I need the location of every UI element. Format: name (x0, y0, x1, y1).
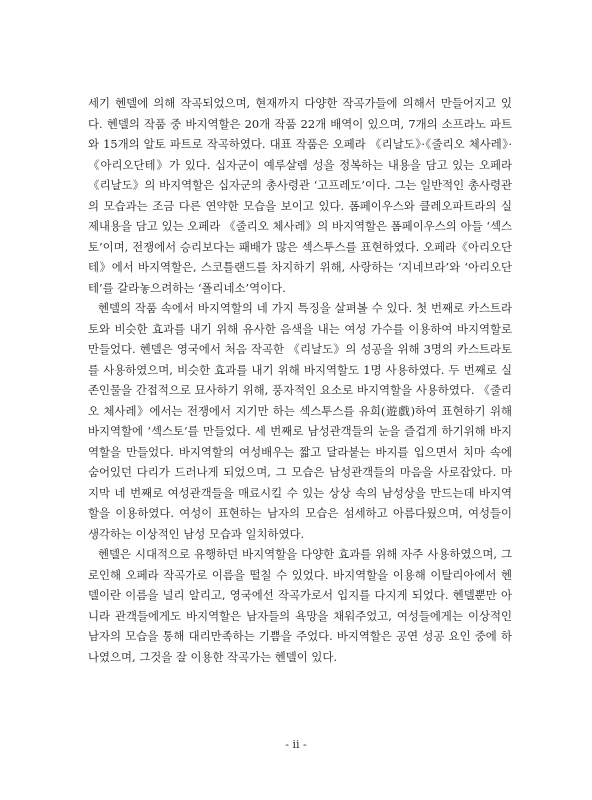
page-number: - ii - (285, 738, 307, 751)
body-paragraph-2: 헨델의 작품 속에서 바지역할의 네 가지 특징을 살펴볼 수 있다. 첫 번째로 카스트라토와 비슷한 효과를 내기 위해 유사한 음색을 내는 여성 가수를 이용하여 바지역할로 만들었다. 헨델은 영국에서 처음 작곡한 《리날도》의 성공을 위해 3명의 카스트라토를 사용하였으며, 비슷한 효과를 내기 위해 바지역할도 1명 사용하였다. 두 번째로 실존인물을 간접적으로 묘사하기 위해, 풍자적인 요소로 바지역할을 사용하였다. 《줄리오 체사레》에서는 전쟁에서 지기만 하는 섹스투스를 유희(遊戲)하여 표현하기 위해 바지역할에 ‘섹스토’를 만들었다. 세 번째로 남성관객들의 눈을 즐겁게 하기위해 바지역할을 만들었다. 바지역할의 여성배우는 짧고 달라붙는 바지를 입으면서 치마 속에 숨어있던 다리가 드러나게 되었으며, 그 모습은 남성관객들의 마음을 사로잡았다. 마지막 네 번째로 여성관객들을 매료시킬 수 있는 상상 속의 남성상을 만드는데 바지역할을 이용하였다. 여성이 표현하는 남자의 모습은 섬세하고 아름다웠으며, 여성들이 생각하는 이상적인 남성 모습과 일치하였다. (88, 301, 512, 541)
body-paragraph-3: 헨델은 시대적으로 유행하던 바지역할을 다양한 효과를 위해 자주 사용하였으며, 그로인해 오페라 작곡가로 이름을 떨칠 수 있었다. 바지역할을 이용해 이탈리아에서 헨델이란 이름을 널리 알리고, 영국에선 작곡가로서 입지를 다지게 되었다. 헨델뿐만 아니라 관객들에게도 바지역할은 남자들의 욕망을 채워주었고, 여성들에게는 이상적인 남자의 모습을 통해 대리만족하는 기쁨을 주었다. 바지역할은 공연 성공 요인 중에 하나였으며, 그것을 잘 이용한 작곡가는 헨델이 있다. (88, 547, 512, 664)
body-paragraph-1: 세기 헨델에 의해 작곡되었으며, 현재까지 다양한 작곡가들에 의해서 만들어지고 있다. 헨델의 작품 중 바지역할은 20개 작품 22개 배역이 있으며, 7개의 소프라노 파트와 15개의 알토 파트로 작곡하였다. 대표 작품은 오페라 《리날도》·《줄리오 체사레》·《아리오단테》가 있다. 십자군이 예루살렘 성을 정복하는 내용을 담고 있는 오페라《리날도》의 바지역할은 십자군의 총사령관 ‘고프레도’이다. 그는 일반적인 총사령관의 모습과는 조금 다른 연약한 모습을 보이고 있다. 폼페이우스와 클레오파트라의 실제내용을 담고 있는 오페라 《줄리오 체사레》의 바지역할은 폼페이우스의 아들 ‘섹스토’이며, 전쟁에서 승리보다는 패배가 많은 섹스투스를 표현하였다. 오페라《아리오단테》에서 바지역할은, 스코틀랜드를 차지하기 위해, 사랑하는 ‘지네브라’와 ‘아리오단테’를 갈라놓으려하는 ‘폴리네소’역이다. (88, 96, 512, 295)
abstract-page (88, 93, 512, 667)
